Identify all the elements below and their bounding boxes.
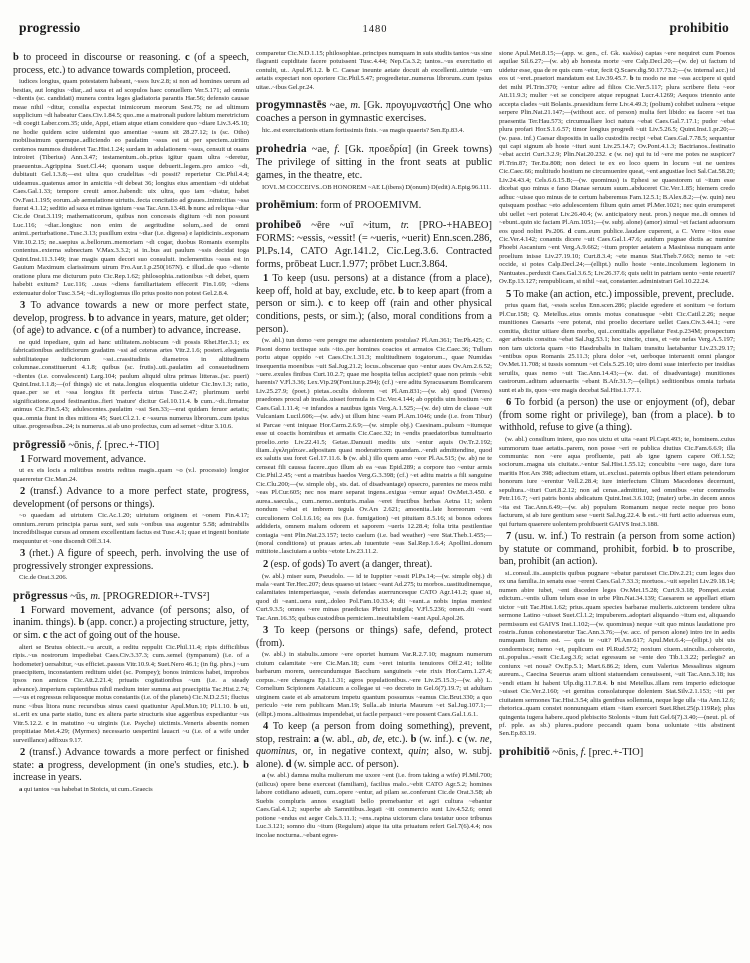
running-head xyxy=(13,20,737,36)
column-middle xyxy=(256,50,492,841)
citation-paragraph: hic..est exercitationis etiam fortissimis finis. ~as magis quaeris? Sen.Ep.83.4. xyxy=(262,127,465,135)
citation-paragraph: iudices longius, quam potestatem habeant, ~ssos Iuv.2.8; si non ad homines uerum ad bestias, aut longius ~diar,..ad saxa et ad scopulos haec conuellem Ver.5.171; ad omnia ~dientis (sc. candidati) munera contra leges gladiatoria parantis Har.56; defensio causae meae nihil ~ditur, consilia expectat inimicorum meorum Sest.75; ne ad ultimum supplicium ~di habeatur Caes.Civ.1.84.5; quo..me a matronali pudore labium meretricium ~di coegit Laber.com.35; uide, Appi, etiam atque etiam considere quo ~diare Liv.3.45.10; ne hodie quidem scire uidemini quo amentiae ~ssum sit 28.27.12; is (sc. Otho) mobilissimum quemque..adliciendo eo paulatim ~ssus est ut per speciem..uiritim centenos nummos diuideret Tac.Hist.1.24; surdam in adulationem ~ssus, censuit ut ouans introiret (Tiberius) Ann.3.47; testamentum..ob..prius igitur quam ultra ~deretur, praeuentus..Agrippina Suet.Cl.44; quonam usque debuerit..legem..pro amico ~di, dubitauit Gel.1.3.8;—est ultra quo crudelitas ~di possit? reperietur Cic.Phil.4.4; uideamus..quatenus amor in amicitia ~di debeat 36; longius eius amentiam ~di uidebat Caes.Gal.1.33; tempore creuit amor..habendi: uix ultra, quo iam ~diatur, habet Ov.Fast.1.195; eorum..ab aemulatione uirtutis..fecta concitatio ad graues..inimicitias ~ssa fuerat 4.1.12; seditio ad saxa et minas ignium ~ssa Tac.Ann.13.48. b nunc ad reliqua ~diar Cic.de Orat.3.119; mathematicorum, quibus non concessis digitum ~di non possunt Luc.116; ~diar..longius: non enim de aegritudine solum,..sed de omni animi..perturbatione..Tusc.3.13; pusillum extra ~diar (i.e. digress) e lapidicinis..exponam Vitr.10.2.15; ne..saepius a..bellorum..memoriam ~di cogar, duobus Romanis exemplis contentus..externa subnectam V.Max.3.3.2; si in..bus aut paulum ~ssis decidat toga Quint.Inst.11.3.149; irae magis quam decori suo consuluit. inclementius ~ssus est in Gauium Maximum clarissimum uirum Fro.Aur.1.p.250(167N). c illud..de quo ~diente oratione plura me dicturum puto Cic.Rep.1.62; philosophia..rationibus ~di debet, quem habebit exitum? Luc.116; ..usus ~diens familiaritatem effecerit Fin.1.69; ~diens extenuatur dolor Tusc.3.54; ~di..syllogismus illo prius posito non potest Gel.2.8.4. xyxy=(13,78,249,297)
entry-headword: prohibeō ~ēre ~uī ~itum, tr. [PRO-+HABEO] FORMS: ~essis, ~essit! (= ~ueris, ~uerit) Enn.scen.286, Pl.Ps.14, CATO Agr.141.2, Cic.Leg.3.6. Contracted forms, prōbeat Lucr.1.977; prōbet Lucr.3.864. xyxy=(256,219,492,271)
citation-paragraph: a qui tantos ~us habebat in Stoicis, ut cum..Graecis xyxy=(19,785,153,793)
column-left xyxy=(13,50,249,841)
citation-paragraph: prius quam fiat, ~essis scelus Enn.scen.286; placide egredere et sonitum ~e forium Pl.Cur.158; Q. Metellus..eius omnis motus conatusque ~ebit Cic.Catil.2.26; neque munitiones Caesaris ~ere poterat, nisi proelio decertare uellet Caes.Civ.3.44.1; ~ere comitia, dicitur uitiare diem morbo, qui..comitialis appellatur Fest.p.234M; prospectum ager arbustis consitus ~ebat Sal.Jug.53.1; hoc uincite, ciues, et ~ete nefas Verg.A.5.197; non tam uictoria quam ~ito Hasdrubalis in Italiam transitu laetabantur Liv.23.29.17; ~entibus opus Romanis 25.11.3; plura dolor ~et, uerboque interuenit omni plangor Ov.Met.11.708; si tussis somnum ~et Cels.5.25.10; uiro domi suae interfecto per insidias seruilis, quas nemo ~uit Tac.Ann.14.43;—(w. dat. of disadvantage) munitiones castrorum..aditum aduersariis ~ebant B.Afr.31.7;—(ellipt.) seditionibus omnia turbata sunt et ab iis, quos ~ere magis decebat Sal.Hist.1.77.1. xyxy=(499,302,735,394)
entry-headword: prohedria ~ae, f. [Gk. προεδρία] (in Greek towns) The privilege of sitting in the front seats at public games, in the theatre, etc. xyxy=(256,142,493,181)
running-head-right-word: prohibitio xyxy=(669,20,729,35)
citation-paragraph: (w. abl.) consilium iniere, quo nos uictu et uita ~eant Pl.Capt.493; te, hominem..cuius summorum tuae aetatis..parem, non posse ~eri re publica diutius Cic.Fam.6.6.9; illa communia: non ~ere aqua profluente, pati ab igne ignem capere Off.1.52; sociorum..magna uis ciuitate..~entur Sal.Hist.1.55.12; concubitu ~ere uago, dare iura maritis Hor.Ars 398; adiectum etiam, ut..exclusi..paternis opibus liberi etiam petendorum honorum iure ~erentur Vell.2.28.4; iure interfectum Clitum Macedones decernunt, sepultura..~ituri Curt.8.2.12; non ad cenas..admittitur, sed omnibus ~etur commodis Petr.116.7; ~eri patris bonis abdicatum Quint.Inst.3.6.102; (mater) urbe..in decem annos ~ita est Tac.Ann.6.49;—(w. ab) populum Romanum neque recte neque pro bono facturum, si ab iure gentium sese ~uerit Sal.Jug.22.4. b est..~iti furti actio aduersus eum, qui furtum quaerere uolentem prohibuerit GAIVS Inst.3.188. xyxy=(499,436,735,528)
sense-paragraph: 1 Forward movement, advance. xyxy=(20,453,146,465)
citation-paragraph: ne quid inpediare, quin ad hanc utilitatem..nobiscum ~di possis Rhet.Her.3.1; ex fabricationibus aedificiorum gradatim ~ssi ad ceteras artes Vitr.2.1.6; posteri..elegantia subtilitateque iudiciorum ~ssi..crassitudinis diametros in altitudinem columnae..constituerunt 4.1.8; quibus (sc. frutis)..uti..paulatim ad consuetudinem ~dientes (i.e. convalescent) Larg.104; paulum aliquid ultra primas litteras..(sc. pueri) Quint.Inst.1.1.8;—(of things) sic et nata..longius eloquentia uidetur Cic.Inv.1.3; ratio, quae..per se et ~ssa longius fit perfecta uirtus Tusc.2.47; plurimum uerbi significatione..quod festinantius..fieri 'mature' dicitur Gel.10.11.4. b cum..~di..firmatur animus Cic.Fin.5.43; adulescentes..paulatim ~ssi Sen.33;—erat quidam feruor aetatis; qua..omnia fiunt in dies mitiora 45; Suet.Cl.2.1. c ~ssurus numerus librorum..cum ipsius uitae..progressibus..24; is numerus..si ab uno profectus, cum ad semet ~ditur 3.10.6. xyxy=(13,338,249,431)
entry-headword: prōgressus ~ūs, m. [PROGREDIOR+-TVS²] xyxy=(13,589,210,602)
citation-paragraph: si..consul..iis..auspiciis quibus pugnare ~ebatur paruisset Cic.Div.2.21; cum leges duo ex una familia..in senatu esse ~erent Caes.Gal.7.33.3; mortuos..~uit sepeliri Liv.29.18.14; numen abire iubet, ~ent discedere leges Ov.Met.15.28; Curt.9.3.18; Pompei..extat edictum..~entis ullum telum esse in urbe Plin.Nat.34.139; Caesarem se appellari etiam uictor ~uit Tac.Hist.1.62; prius..quam species barbarae mulieris..uictorem tendere ultra sermone Latino ~uisset Suet.Cl.1.2; impuberem..adoptari aliquando ~itum est, aliquando permissum est GAIVS Inst.1.102;—(w. quominus) neque ~uit quo minus laudatione pro rostris..funus cohonestaretur Tac.Ann.3.76;—(w. acc. of person alone) intro ire in aedis numquam licitum est. — quis te ~uit? Pl.Am.617; Apul.Met.6.4;—(ellipt.) ubi uis condormisce; nemo ~et, puplicum est Pl.Rud.572; noxium ciuem..uinculis..coherceto, ni..populus..~essit Cic.Leg.3.6; sciat egressum se ~ente deo Tib.1.3.22; perlegis? an coniunx ~et noua? Ov.Ep.5.1; Mart.6.86.2; idem, cum Valerius Messalinus signum aureum.., Caecina Seuerus aram ultioni statuendam censuissent, ~uit Tac.Ann.3.18; ius ~endi etiam hi habent Ulp.dig.11.7.8.4. b nisi Metellus..illam rem imperio edictoque ~uisset Cic.Ver.2.160; ~et gemitus consolaturque dolentem Stat.Silv.2.1.153; ~iti per ciuitatem sermones Tac.Hist.3.54; aliis gentibus sollemnia, neque lege ulla ~ita Ann.12.6; rhetorica..quam constet nonnunquam etiam ~itam exerceri Suet.Rhet.25(p.119Re); plus quingenta iugera habere..quod plebiscito Stolonis ~itum fuit Gel.6(7).3.40;—(neut. pl. of pf. pple. as sb.) plures..pudore peccandi quam bona uoluntate ~itis abstinent Sen.Ep.83.19. xyxy=(499,569,735,738)
entry-headword: prohēmium: form of PROOEMIVM. xyxy=(256,199,422,212)
citation-paragraph: (w. abl.) in stabulis..umore ~ere oportet humum Var.R.2.7.10; magnum numerum ciuium calamitate ~ere Cic.Man.18; cum ~eret iniuriis tenuiores Off.2.41; tollite barbarum morem, uerecundumque Bacchum sanguineis ~ete rixis Hor.Carm.1.27.4; corpus..~ere cheragra Ep.1.1.31; agros populationibus..~ere Liv.25.15.3;—(w. ab) L. Cornelium Scipionem Asiaticum a collegae ui ~eo decreto in Gel.6(7).19.7; ut adultam uirginem caste et ab amatorum impetu quantum possumus ~eamus Cic.Brut.330; a quo periculo ~ete rem publicam Man.19; Sulla..ab iniuria Maurum ~et Sal.Jug.107.1;—(ellipt.) mons..altissimus impendebat, ut facile perpauci ~ere possent Caes.Gal.1.6.1. xyxy=(256,651,492,718)
column-right xyxy=(499,50,735,841)
citation-paragraph: ~o quaedam ad uirtutem Cic.Ac.1.20; uirtutum originem et ~onem Fin.4.17; omnium..rerum principia parua sunt, sed suis ~onibus usa augentur 5.58; admirabilis incredibilisque cursus ad omnem excellentiam factus est Tusc.4.1; quae et ingenii bonitate mequuntur et ~one discendi Off.3.14. xyxy=(13,512,249,545)
sense-paragraph: 3 To keep (persons or things) safe, defend, protect (from). xyxy=(256,625,492,649)
citation-paragraph: a (w. abl.) damna multa mulierum me uxore ~ent (i.e. from taking a wife) Pl.Mil.700; (uilicus) opere bene exerceat (familiam), facilius malo..~ebit CATO Agr.5.2; homines labore cotidiano adsueti, cum..opere ~entur, ad pilam se..conferunt Cic.de Orat.3.58; ab Suebis compluris annos exagitati bello premebantur et agri cultura ~ebantur Caes.Gal.4.1.2; superbe ab Samnitibus..legati ~iti commercio sunt Liv.4.52.6; omni potione ~endus est aeger Cels.3.11.1; ~ens..rapina uictorum clara testatur uoce tribunus Luc.3.121; somno diu ~itum (Regulum) atque ita uita priuatum refert Gel.7(6).4.4; nos incolae nocturna..~ebant egres- xyxy=(256,772,492,839)
citation-paragraph: (w. abl.) miser sum, Pseudolo. — id te Iuppiter ~essit Pl.Ps.14;—(w. simple obj.) di mala ~eant Ter.Hec.207; deus quaeso ut istaec ~eant Ad.275; tu morbos..uastitudinemque, calamitates intemperiasque, ~essis defendas auerruncesque CATO Agr.141.2; quae si, quod di ~eant..uera sunt,..doleo Pol.Fam.10.33.4; dii ~eant..a nobis inpias mentes! Curt.9.3.5; omnes ~ere minas praedictas Phrixi inuigila; V.Fl.5.236; omen..dii ~eant Tac.Ann.16.35; quibus custodibus perniciem..ineuitabilem ~eant Apul.Apol.26. xyxy=(256,572,492,622)
sense-paragraph: 5 To make (an action, etc.) impossible, prevent, preclude. xyxy=(506,288,734,300)
citation-paragraph: sione Apul.Met.8.15;—(app. w. gen., cf. Gk. κωλύω) captas ~ere nequiret cum Poenos aquilae Sil.6.27;—(w. ab) ab honesta morte ~ere Calp.Decl.20;—(w. de) ui factum id uidetur esse, qua de re quis cum ~etur, fecit Q.Scaev.dig.50.17.73.2;—(w. internal acc.) id eos ut ~eret..praetori mandatum est Liv.39.45.7. b tu modo ne me ~eas accipere si quid det mihi Pl.Trin.370; ~entur adire ad filios Cic.Ver.5.117; plura scribere fletu ~eor Att.11.9.3; mulier ~et se concipere atque repugnat Lucr.4.1269; Aequos triennio ante accepta clades ~uit Bolanis..praesidium ferre Liv.4.49.3; (polium) cohibet uulnera ~etque serpere Plin.Nat.21.147;—(without acc. of person) multa fert libido: ea facere ~et tua praesentia Ter.Hau.573; circumuallare loci natura ~ebat Caes.Gal.7.17.1; pudor ~ebat plura profari Hor.S.1.6.57; timor longius progredi ~uit Liv.5.26.5; Quint.Inst.1.pr.20;—(w. pass. inf.) Caesar dispositis in uallo custodiis recipi ~ebat Caes.Gal.7.78.5; sequantur qui capi signum ab hoste ~ituri sunt Liv.25.14.7; Ov.Pont.4.1.3; Bactrianos..festinatio ~ebat acciri Curt.3.2.9; Plin.Nat.20.232. c (w. ne) qui tu id ~ere me potes ne suspicer? Pl.Trin.87; Ter.Eu.808; non deieci te ex eo loco quem in locum ~ui ne uenires Cic.Caec.66; multitudo hostium ne circumuenire queat, ~ent angustiae loci Sal.Cat.58.20; Liv.24.43.4; Cels.6.6.15.B;—(w. quominus) is Ephesi se quaestorem ui ~itum esse dicebat quo minus e fano Dianae seruum suum..abduceret Cic.Ver.1.85; hiemem credo adhuc ~uisse quo minus de te certum haberemus Fam.12.5.1; B.Alex.8.2;—(w. quin) neu quisquam posthac ~eto adulescentem filium quin amet Pl.Mer.1021; nec quin erumperet ubi uellet ~eri poterat Liv.26.40.4; (w. anticipatory neut. pron.) neque me..di omnes id ~ebunt..quin sic faciam Pl.Am.1051;—(w. subj. alone) (amor) simul ~et faciant aduorsum eos quod nolint Ps.206. d cum..eum publice..laudare cuperent, a C. Verre ~itos esse Cic.Ver.4.142; conantis dicere ~uit Caes.Gal.1.47.6; auidum pugnae dictis ac numine Phoebi Ascanium ~ent Verg.A.9.662; ~itum propter aetatem a Masinissa nunquam ante proelium inisse Liv.27.19.10; Curt.8.3.4; ~ete manus Stat.Theb.7.663; nemo te ~et: occide, si potes Calp.Decl.24;—(ellipt.) nullo hoste ~ente..incolumem legionem in Nantuates..perduxit Caes.Gal.3.6.5; Liv.26.37.6; quis uelit in patriam uento ~ente reuerti? Ov.Ep.13.127; rempublicam, si nihil ~eat, constanter..administrari Gel.10.22.24. xyxy=(499,50,736,286)
citation-paragraph: (w. abl.) tun domo ~ere peregre me aduenientem postulas? Pl.Am.361; Ter.Ph.425; C. Pisoni domo tectisque suis ~ito..per homines coactos et armatos Cic.Caec.36; Tullum portu atque oppido ~et Caes.Civ.1.31.3; multitudinem togatorum.., quae Numidas insequentia moenibus ~uit Sal.Jug.21.2; locus..obscenae quo ~entur aues Ov.Am.2.6.52; ~uere..exules finibus Curt.10.2.7; quae me hospita tellus accipiet? quae non primis ~ebit harenis? V.Fl.3.36; Lex.Vip.29(Font.iur.p.294); (cf.) ~ere aditu Syracusarum Bomilcarem Liv.25.27.9; (poet.) pietas..oculis dolorem ~et Pl.Am.831;—(w. ab) quod (Verres) praedones procul ab insula..uisset formula in Cic.Ver.4.144; ab oppidis uim hostium ~ere Caes.Gal.1.11.4; ~e infandos a nauibus ignis Verg.A.1.525;—(w. de) uim de classe ~uit Vulcaniam Lucil.606;—(w. adv.) ut illum hinc ~eam Pl.Am.1046; unde (i.e. from Tibur) si Parcae ~ent iniquae Hor.Carm.2.6.9;—(w. simple obj.) Caesinam..pulsum ~itumque esse ui coactis hominibus et armatis Cic.Caec.32; in ~endis praedatoribus tumultuario proelio..orto Liv.22.41.5; Getae..Danuuii mediis uix ~entur aquis Ov.Tr.2.192; iliam..ἐγκλημάτων..adpositam quasi moderatricem quandam..~endi admittendine, quod ex salutis usu foret Gel.17.11.6. b (w. abl.) illo quem amo ~eor Pl.As.515; (w. ab) ne te censeat fili caussa facere..quo illum ab ea ~eas Epid.289; a corpore tuo ~entur armis Cic.Phil.2.45; ~ent a matribus haedos Verg.G.3.398; (cf.) ~et aditu matris a fili sanguine Cic.Clu.200;—(w. simple obj., sts. dat. of disadvantage) opsecro, parentes ne meos mihi ~eas Pl.Cur.605; nec nos mare separat ingens..exigua ~emur aqua! Ov.Met.3.450. c aurea..saecula.., cum..nemo..uenturis..malas ~eret fructibus herbas Aetna 11; solem nondum ~ebat et imbrem tegula Ov.Ars 2.621; amoenita..late horreorum ~ent curculionem Col.1.6.16; ea res (i.e. fumigation) ~et pituitam 8.5.16; si bonos odores addideris, omnem malum odorem et saporem ~ueris 12.28.4; folia trita pestilentiae contagia ~ent Plin.Nat.23.157; tecto caelum (i.e. bad weather) ~ere Stat.Theb.1.455;—(moral conditions) ut prauas artes..ab iuuentute ~eas Sal.Rep.1.6.4; Apollini..donum mittitote..lasciuiam a uobis ~etote Liv.23.11.2. xyxy=(256,337,493,556)
text-columns xyxy=(13,50,737,841)
entry-headword: prōgressiō ~ōnis, f. [prec.+-TIO] xyxy=(13,438,160,451)
sense-paragraph: 6 To forbid (a person) the use or enjoyment (of), debar (from some right or privilege), ban (from a place). b to withhold, refuse to give (a thing). xyxy=(499,397,735,434)
citation-paragraph: Cic.de Orat.3.206. xyxy=(19,574,68,582)
sense-paragraph: 1 Forward movement, advance (of persons; also, of inanim. things). b (app. concr.) a projecting structure, jetty, or sim. c the act of going out of the house. xyxy=(13,604,249,642)
sense-paragraph: 4 To keep (a person from doing something), prevent, stop, restrain: a (w. abl., ab, de, etc.). b (w. inf.). c (w. ne, quominus, or, in negative context, quin; also, w. subj. alone). d (w. simple acc. of person). xyxy=(256,721,493,770)
sense-paragraph: 2 (transf.) Advance towards a more perfect or finished state: a progress, development (in one's studies, etc.). b increase in years. xyxy=(13,747,249,784)
entry-headword: prohibitiō ~ōnis, f. [prec.+-TIO] xyxy=(499,745,644,758)
entry-headword: progymnastēs ~ae, m. [Gk. προγυμναστής] One who coaches a person in gymnastic exercises. xyxy=(256,99,493,125)
page-number: 1480 xyxy=(362,24,388,35)
citation-paragraph: alteri se Brutus obiecit..~u arcuit, a reditu reppulit Cic.Phil.11.4; ripis difficilibus ripis..~us nostrorum impediebat Caes.Civ.3.37.3; cum..semel (tympanum) (i.e. of a hodometer) uersabitur, ~us efficiet..passus Vitr.10.9.4; Suet.Nero 46.1; (in fig. phrs.) ~um praecipitem, inconstantem reditum uidet (sc. Pompey); bonos inimicos habet, improbos ipsos non amicos Cic.Att.2.21.4; priuatis cogitationibus ~um (i.e. a steady advance)..imperium cupientibus nihil medium inter summa aut praecipitia Tac.Hist.2.74;—~us et regressus reliquosque motus constantis (i.e. of the planets) Cic.N.D.2.51; fluctus nunc ~ibus litora nunc recursibus sinus caesi quatiuntur Apul.Mun.10; Pl.1.10. b uti, si..erit ex una parte statio, tunc ex altera parte structuris siue aggeribus expediantur ~us Vitr.5.12.2. c in matutino ~u uirginis (i.e. Psyche) uictimis..Veneris absentis nomen propitiatae Met.4.29; (Myrmex) necessario uespertini lauacri ~u (i.e. of a wife under surveillance) adfixus 9.17. xyxy=(13,643,250,744)
sense-paragraph: 2 (esp. of gods) To avert (a danger, threat). xyxy=(263,558,433,570)
running-head-left-word: progressio xyxy=(19,20,81,35)
sense-paragraph: 3 (rhet.) A figure of speech, perh. involving the use of progressively stronger expressions. xyxy=(13,548,249,572)
sense-paragraph: 2 (transf.) Advance to a more perfect state, progress, development (of persons or things). xyxy=(13,486,249,510)
sense-paragraph: 3 To advance towards a new or more perfect state, develop, progress. b to advance in years, mature, get older; (of age) to advance. c (of a number) to advance, increase. xyxy=(13,299,249,337)
citation-paragraph: comparetur Cic.N.D.1.15; philosophiae..principes numquam in suis studiis tantos ~us sine flagranti cupiditate facere potuissent Tusc.4.44; Nep.Ca.3.2; tantos..~us exercitatio ei contulit, ut.. Apul.Pl.1.2. b C. Caesar ineunte aetate docuit ab excellenti..uirtute ~um aetatis expectari non oportere Cic.Phil.5.47; progredietur..numerus librorum..cum ipsius uitae..~ibus Gel.pr.24. xyxy=(256,50,493,91)
citation-paragraph: ut ex eis locis a militibus nostris reditus magis..quam ~o (v.l. processio) longior quaereretur Cic.Man.24. xyxy=(13,467,249,483)
sense-paragraph: 7 (usu. w. inf.) To restrain (a person from some action) by statute or command, prohibit, forbid. b to proscribe, ban, prohibit (an action). xyxy=(499,531,735,568)
sense-paragraph: b to proceed in discourse or reasoning. c (of a speech, process, etc.) to advance towards completion, proceed. xyxy=(13,52,249,76)
sense-paragraph: 1 To keep (usu. persons) at a distance (from a place), keep off, hold at bay, exclude, etc. b to keep apart (from a person or sim.). c to keep off (rain and other physical conditions, pests, or sim.); (also, moral conditions from a person). xyxy=(256,273,492,335)
citation-paragraph: IOVI..M COCCEIVS..OB HONOREM ~AE L(ibens) D(onum) D(edit) A.Epig.96.111. xyxy=(262,183,491,191)
